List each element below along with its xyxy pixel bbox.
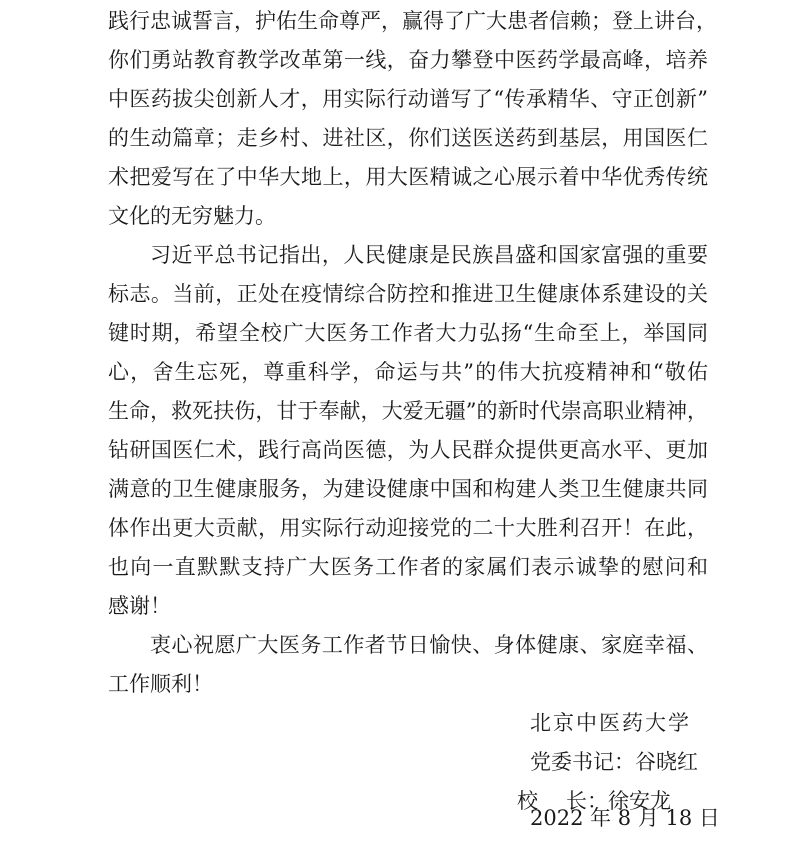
president-colon: ：: [587, 789, 608, 813]
text-line: 文化的无穷魅力。: [108, 204, 276, 228]
president-label: 校长: [517, 789, 587, 813]
text-line: 工作顺利！: [108, 672, 213, 696]
text-line: 也向一直默默支持广大医务工作者的家属们表示诚挚的慰问和: [108, 555, 708, 579]
text-line: 中医药拔尖创新人才，用实际行动谱写了“传承精华、守正创新”: [108, 87, 708, 111]
text-line: 术把爱写在了中华大地上，用大医精诚之心展示着中华优秀传统: [108, 165, 708, 189]
text-line: 心，舍生忘死，尊重科学，命运与共”的伟大抗疫精神和“敬佑: [108, 360, 708, 384]
text-line: 体作出更大贡献，用实际行动迎接党的二十大胜利召开！在此，: [108, 516, 708, 540]
text-line: 你们勇站教育教学改革第一线，奋力攀登中医药学最高峰，培养: [108, 48, 708, 72]
text-line: 标志。当前，正处在疫情综合防控和推进卫生健康体系建设的关: [108, 282, 708, 306]
text-line: 感谢！: [108, 594, 171, 618]
text-line: 钻研国医仁术，践行高尚医德，为人民群众提供更高水平、更加: [108, 438, 708, 462]
signature-date: 2022 年 8 月 18 日: [530, 806, 720, 830]
text-line: 践行忠诚誓言，护佑生命尊严，赢得了广大患者信赖；登上讲台，: [108, 9, 717, 33]
text-line: 键时期，希望全校广大医务工作者大力弘扬“生命至上，举国同: [108, 321, 708, 345]
organization-name: 北京中医药大学: [530, 711, 691, 735]
text-line: 衷心祝愿广大医务工作者节日愉快、身体健康、家庭幸福、: [150, 633, 708, 657]
text-line: 习近平总书记指出，人民健康是民族昌盛和国家富强的重要: [150, 243, 708, 267]
text-line: 满意的卫生健康服务，为建设健康中国和构建人类卫生健康共同: [108, 477, 708, 501]
text-line: 的生动篇章；走乡村、进社区，你们送医送药到基层，用国医仁: [108, 126, 708, 150]
text-line: 生命，救死扶伤，甘于奉献，大爱无疆”的新时代崇高职业精神，: [108, 399, 708, 423]
secretary-line: [530, 744, 698, 780]
secretary-label: 党委书记：: [530, 750, 635, 774]
president-name: 徐安龙: [608, 789, 671, 813]
secretary-name: 谷晓红: [635, 750, 698, 774]
